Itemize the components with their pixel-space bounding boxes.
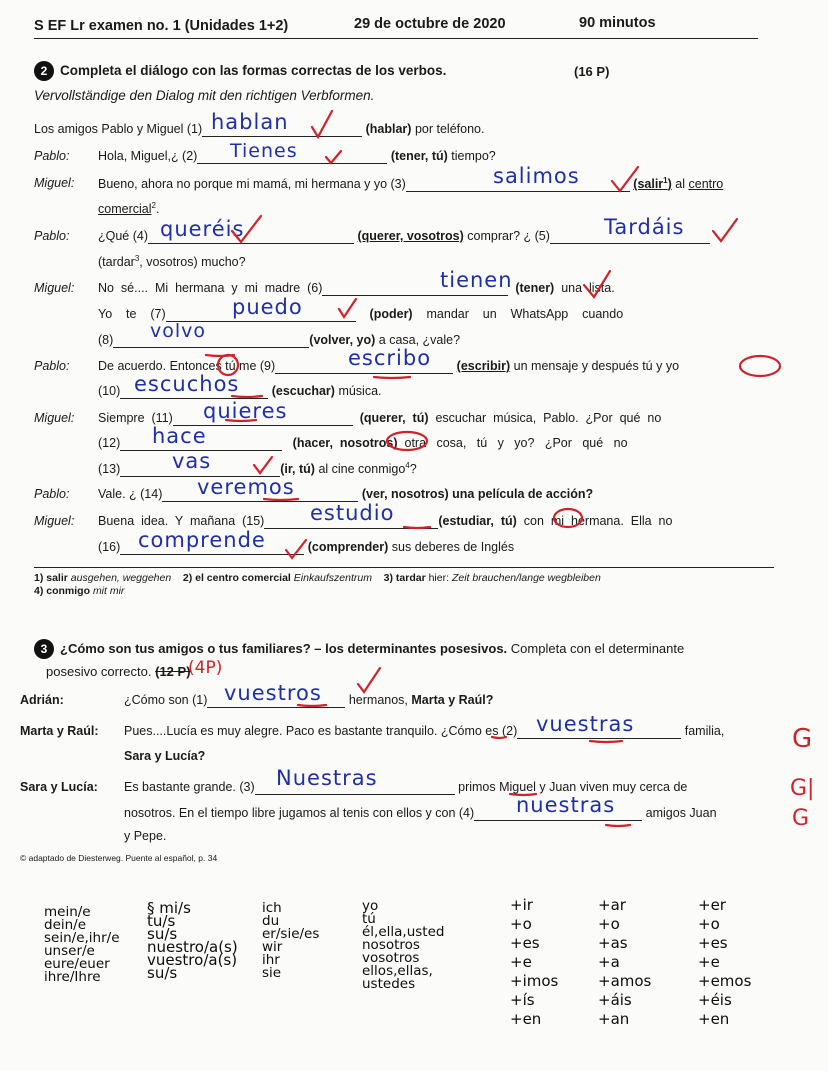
- dialog-line-9: (10) (escuchar) música.: [98, 384, 382, 398]
- dialog-intro: Los amigos Pablo y Miguel (1) (hablar) por teléfono.: [34, 122, 485, 136]
- ex2-number-badge: 2: [34, 61, 54, 81]
- ex3-hand-points: (4P): [188, 658, 223, 678]
- circle-mark: [387, 432, 427, 450]
- dialog-line-14: Buena idea. Y mañana (15) (estudiar, tú) con mi hermana. Ella no: [98, 514, 673, 528]
- dialog-line-12: (13) (ir, tú) al cine conmigo$^4$?: [98, 461, 417, 477]
- ex3-answer-1: vuestros: [224, 681, 322, 705]
- dialog-line-4: ¿Qué (4) (querer, vosotros) comprar? ¿ (5): [98, 229, 710, 243]
- answer-15: estudio: [310, 501, 395, 525]
- answer-1: hablan: [211, 110, 289, 134]
- footnotes-row-2: 4) conmigo mit mir: [34, 585, 125, 597]
- check-mark: [713, 219, 737, 241]
- speaker-pablo: Pablo:: [34, 149, 70, 163]
- circle-mark: [218, 355, 238, 375]
- ex2-title: 2 Completa el diálogo con las formas correctas de los verbos.: [34, 61, 446, 81]
- answer-16: comprende: [138, 528, 266, 552]
- ex3-answer-4: nuestras: [516, 793, 616, 817]
- check-mark: [339, 299, 356, 317]
- answer-8: volvo: [150, 320, 207, 342]
- answer-9: escribo: [348, 346, 432, 370]
- underline: [606, 825, 630, 826]
- speaker-miguel: Miguel:: [34, 411, 75, 425]
- ex2-points: (16 P): [574, 64, 610, 79]
- ex3-line-3b: nosotros. En el tiempo libre jugamos al tenis con ellos y con (4) amigos Juan: [124, 806, 717, 820]
- notes-col-ir-endings: +ir +o +es +e +imos +ís +en: [510, 896, 559, 1028]
- notes-col-spanish-pronouns: yo tú él,ella,usted nosotros vosotros ellos,ellas, ustedes: [362, 898, 445, 992]
- speaker-miguel: Miguel:: [34, 176, 75, 190]
- speaker-pablo: Pablo:: [34, 359, 70, 373]
- underline: [232, 396, 262, 397]
- check-mark: [358, 668, 380, 692]
- answer-12: hace: [152, 424, 207, 448]
- notes-col-ar-endings: +ar +o +as +a +amos +áis +an: [598, 896, 652, 1028]
- dialog-line-7: (8) (volver, yo) a casa, ¿vale?: [98, 333, 461, 347]
- exam-date: 29 de octubre de 2020: [354, 16, 506, 32]
- answer-10: escuchos: [134, 372, 240, 396]
- underline: [264, 499, 298, 500]
- ex3-line-2b: Sara y Lucía?: [124, 749, 206, 763]
- answer-4: queréis: [160, 217, 245, 241]
- answer-11: quieres: [203, 399, 288, 423]
- dialog-line-10: Siempre (11) (querer, tú) escuchar música, Pablo. ¿Por qué no: [98, 411, 662, 425]
- course-title: S EF Lr examen no. 1 (Unidades 1+2): [34, 18, 289, 34]
- dialog-line-13: Vale. ¿ (14) (ver, nosotros) una película de acción?: [98, 487, 594, 501]
- underline: [404, 527, 430, 528]
- ex3-instr-2: posesivo correcto. (12 P): [46, 664, 191, 679]
- answer-7: puedo: [232, 295, 303, 319]
- ex2-subtitle: Vervollständige den Dialog mit den richtigen Verbformen.: [34, 88, 375, 103]
- check-mark: [312, 111, 332, 137]
- speaker-adrian: Adrián:: [20, 693, 64, 707]
- circle-mark: [740, 356, 780, 376]
- margin-mark-3: G: [792, 806, 810, 831]
- dialog-line-5: No sé.... Mi hermana y mi madre (6) (tener) una lista.: [98, 281, 615, 295]
- source-credit: © adaptado de Diesterweg. Puente al español, p. 34: [20, 853, 218, 863]
- speaker-pablo: Pablo:: [34, 229, 70, 243]
- underline: [492, 737, 506, 738]
- speaker-sara-lucia: Sara y Lucía:: [20, 780, 98, 794]
- margin-mark-1: G: [792, 724, 813, 754]
- check-mark: [286, 540, 306, 558]
- speaker-pablo: Pablo:: [34, 487, 70, 501]
- ex3-line-3c: y Pepe.: [124, 829, 167, 843]
- dialog-line-8: De acuerdo. Entonces tú me (9) (escribir) un mensaje y después tú y yo: [98, 359, 680, 373]
- answer-6: tienen: [440, 268, 513, 292]
- dialog-line-3: Bueno, ahora no porque mi mamá, mi hermana y yo (3) (salir$^1$) al centro: [98, 176, 724, 192]
- dialog-line-11: (12) (hacer, nosotros) otra cosa, tú y yo? ¿Por qué no: [98, 436, 628, 450]
- dialog-line-3b: comercial$^2$.: [98, 201, 160, 217]
- check-mark: [254, 457, 272, 473]
- margin-mark-2: G|: [790, 776, 815, 801]
- dialog-line-4b: (tardar$^3$, vosotros) mucho?: [98, 254, 246, 270]
- ex3-answer-2: vuestras: [536, 712, 635, 736]
- ex3-line-3: Es bastante grande. (3) primos Miguel y Juan viven muy cerca de: [124, 780, 688, 794]
- answer-13: vas: [172, 449, 212, 473]
- underline: [226, 420, 256, 421]
- underline: [374, 377, 410, 378]
- check-mark: [326, 151, 341, 163]
- ex3-line-1: ¿Cómo son (1) hermanos, Marta y Raúl?: [124, 693, 494, 707]
- underline: [510, 794, 536, 795]
- dialog-line-6: Yo te (7) (poder) mandar un WhatsApp cuando: [98, 307, 624, 321]
- ex3-number-badge: 3: [34, 639, 54, 659]
- ex3-line-2: Pues....Lucía es muy alegre. Paco es bastante tranquilo. ¿Cómo es (2) familia,: [124, 724, 725, 738]
- check-mark: [232, 216, 261, 242]
- notes-col-spanish-possessives: § mi/s tu/s su/s nuestro/a(s) vuestro/a(s) su/s: [147, 899, 238, 982]
- check-mark: [584, 271, 610, 297]
- underline: [590, 741, 622, 742]
- notes-col-er-endings: +er +o +es +e +emos +éis +en: [698, 896, 752, 1028]
- ex3-title: 3 ¿Cómo son tus amigos o tus familiares? – los determinantes posesivos. Completa con el determinante: [34, 639, 684, 659]
- answer-3: salimos: [493, 164, 580, 188]
- notes-col-german-possessives: mein/e dein/e sein/e,ihr/e unser/e eure/euer ihre/Ihre: [44, 904, 120, 985]
- ex3-answer-3: Nuestras: [276, 766, 378, 790]
- footnotes-row-1: 1) salir ausgehen, weggehen 2) el centro comercial Einkaufszentrum 3) tardar hier: Zeit brauchen/lange wegbleiben: [34, 572, 601, 584]
- exam-duration: 90 minutos: [579, 15, 656, 31]
- circle-mark: [554, 509, 582, 527]
- dialog-line-15: (16) (comprender) sus deberes de Inglés: [98, 540, 515, 554]
- dialog-line-2: Hola, Miguel,¿ (2) (tener, tú) tiempo?: [98, 149, 496, 163]
- speaker-marta-raul: Marta y Raúl:: [20, 724, 99, 738]
- speaker-miguel: Miguel:: [34, 514, 75, 528]
- answer-2: Tienes: [230, 140, 298, 162]
- check-mark: [612, 167, 638, 191]
- answer-14: veremos: [197, 475, 295, 499]
- speaker-miguel: Miguel:: [34, 281, 75, 295]
- notes-col-german-pronouns: ich du er/sie/es wir ihr sie: [262, 900, 320, 981]
- underline: [298, 705, 326, 706]
- answer-5: Tardáis: [604, 215, 685, 239]
